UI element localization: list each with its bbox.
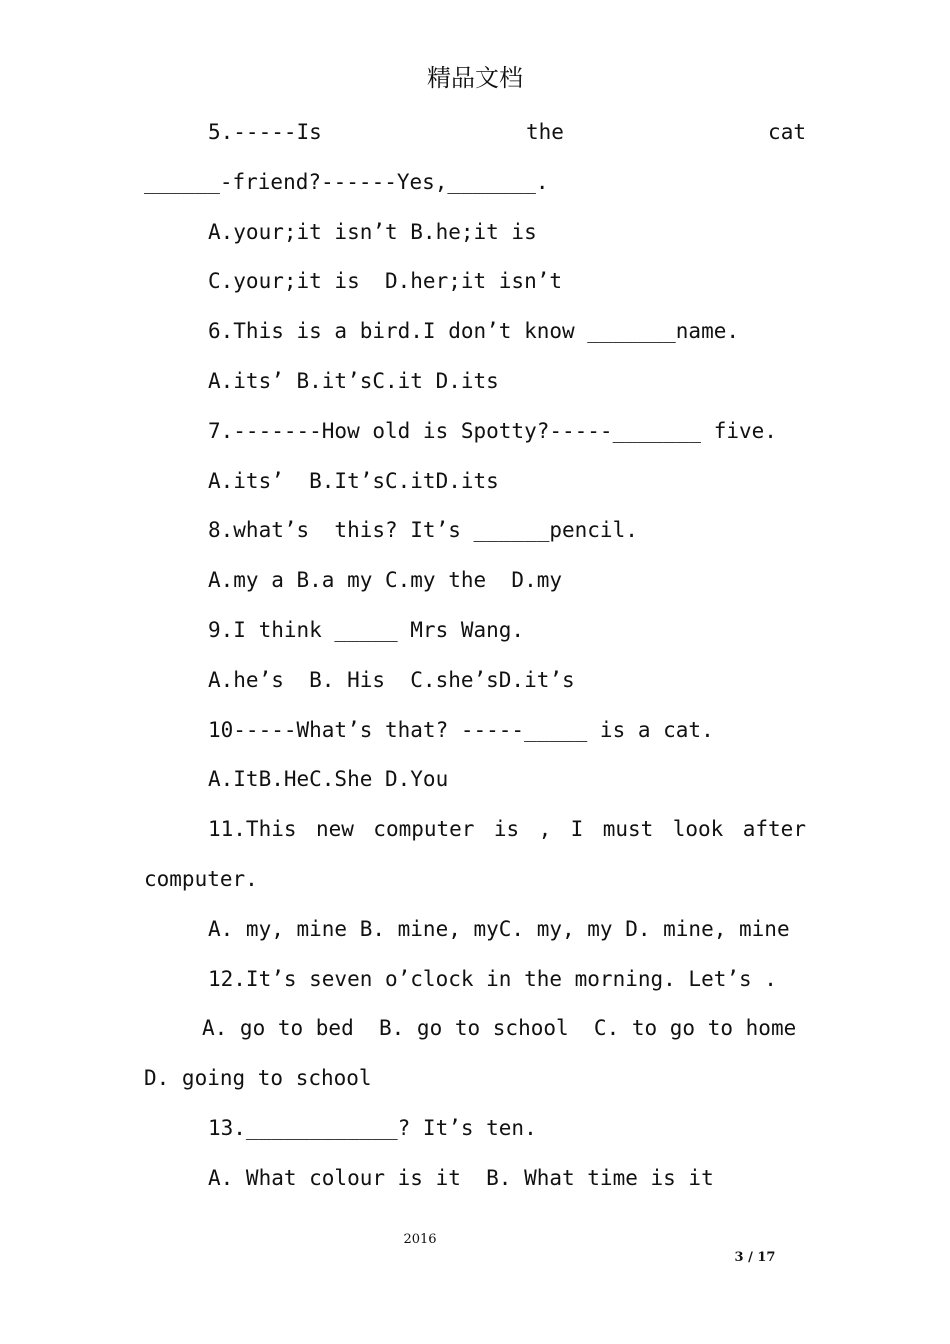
text-fragment: the — [525, 120, 564, 144]
question-12-line: 12.It’s seven o’clock in the morning. Let’s . — [208, 966, 777, 991]
text-fragment: , — [538, 817, 552, 842]
question-5-continued: ______-friend?------Yes,_______. — [144, 169, 549, 194]
text-fragment: computer — [373, 817, 475, 842]
question-13-options: A. What colour is it B. What time is it — [208, 1165, 714, 1190]
text-fragment: must — [602, 817, 654, 842]
document-body — [144, 108, 806, 1204]
question-7-line: 7.-------How old is Spotty?-----_______ five. — [208, 418, 777, 443]
footer-year: 2016 — [403, 1232, 437, 1247]
question-8-options: A.my a B.a my C.my the D.my — [208, 568, 563, 593]
page-number: 3 / 17 — [734, 1250, 776, 1265]
text-fragment: I — [570, 817, 584, 842]
question-6-line: 6.This is a bird.I don’t know _______name. — [208, 319, 740, 344]
question-10-options: A.ItB.HeC.She D.You — [208, 767, 449, 792]
question-10-line: 10-----What’s that? -----_____ is a cat. — [208, 717, 714, 742]
question-8-line: 8.what’s this? It’s ______pencil. — [208, 518, 638, 543]
question-11-options: A. my, mine B. mine, myC. my, my D. mine, mine — [208, 916, 790, 941]
question-5-line — [144, 108, 806, 158]
question-11-continued: computer. — [144, 866, 258, 891]
text-fragment: new — [315, 817, 354, 842]
text-fragment: look — [672, 817, 724, 842]
page-header: 精品文档 — [427, 64, 523, 92]
text-fragment: cat — [768, 120, 806, 144]
question-11-line — [144, 805, 806, 855]
text-fragment: 5.-----Is — [208, 120, 322, 144]
text-fragment: 11.This — [208, 817, 297, 842]
text-fragment: is — [493, 817, 520, 842]
text-fragment: after — [742, 817, 806, 842]
question-5-options-cd: C.your;it is D.her;it isn’t — [208, 269, 563, 294]
question-9-options: A.he’s B. His C.she’sD.it’s — [208, 667, 575, 692]
question-5-options-ab: A.your;it isn’t B.he;it is — [208, 219, 537, 244]
question-12-options-continued: D. going to school — [144, 1066, 372, 1091]
question-12-options: A. go to bed B. go to school C. to go to home — [202, 1016, 797, 1041]
question-7-options: A.its’ B.It’sC.itD.its — [208, 468, 499, 493]
question-9-line: 9.I think _____ Mrs Wang. — [208, 617, 525, 642]
question-6-options: A.its’ B.it’sC.it D.its — [208, 368, 499, 393]
question-13-line: 13.____________? It’s ten. — [208, 1115, 537, 1140]
